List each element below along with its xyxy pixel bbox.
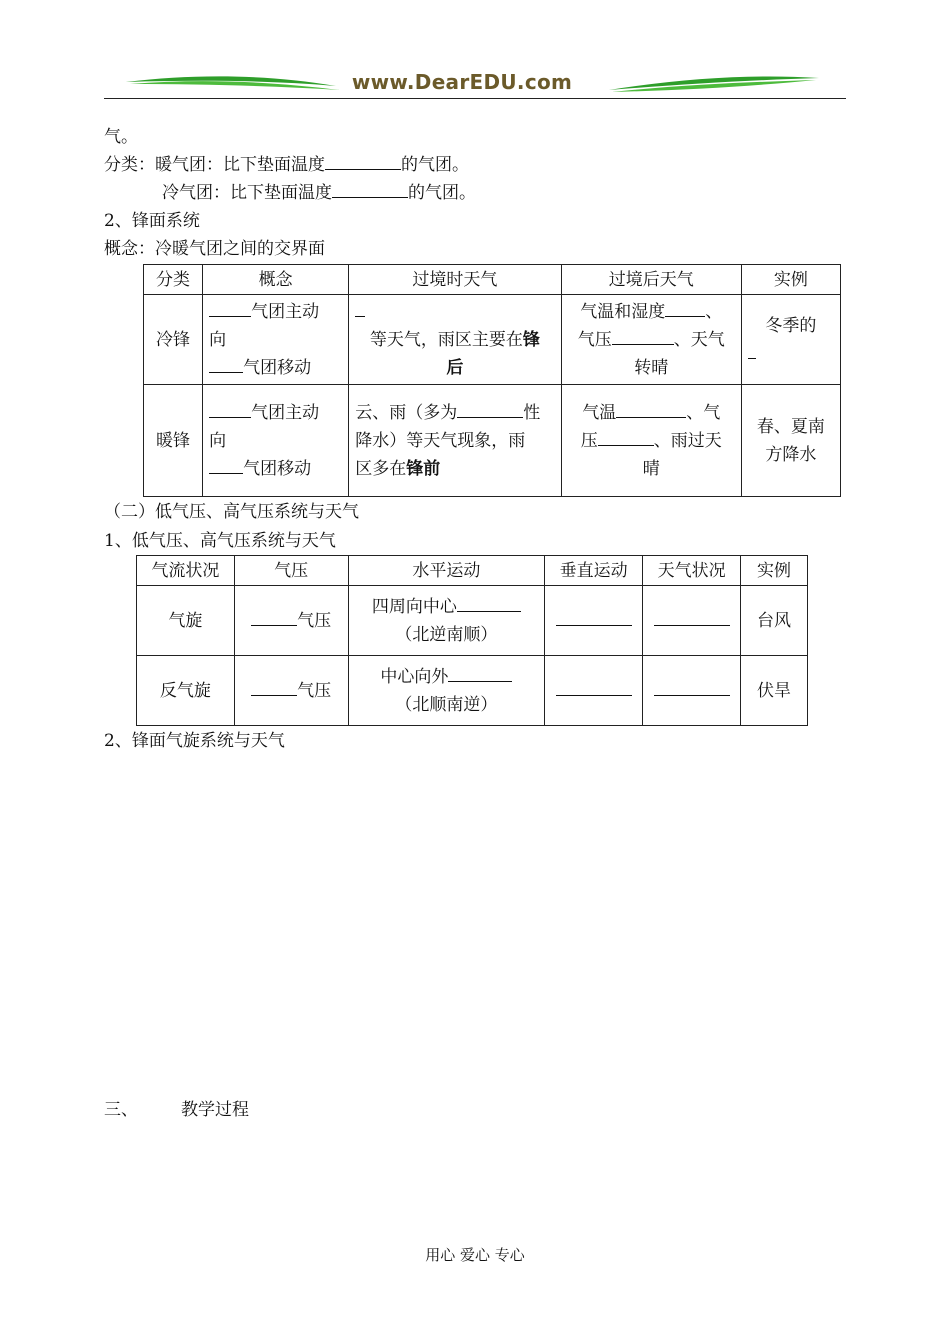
answer-blank[interactable]	[209, 300, 251, 317]
anticyclone-weather	[643, 656, 741, 726]
after-text: 、雨过天	[653, 430, 722, 451]
example-text: 春、夏南	[756, 416, 825, 437]
concept-text: 气团移动	[243, 357, 312, 378]
warm-front-concept	[203, 385, 349, 497]
answer-blank[interactable]	[612, 328, 674, 345]
anticyclone-horizontal	[348, 656, 545, 726]
warm-front-weather-during	[349, 385, 561, 497]
pressure-text: 气压	[297, 610, 332, 631]
answer-blank[interactable]	[665, 300, 705, 317]
weather-text: 性	[523, 402, 541, 423]
answer-blank[interactable]	[209, 401, 251, 418]
cold-front-concept	[203, 295, 349, 385]
cold-front-name: 冷锋	[144, 295, 203, 385]
concept-text: 向	[209, 430, 227, 451]
th-horizontal: 水平运动	[348, 556, 545, 586]
th-concept: 概念	[203, 265, 349, 295]
subsection-frontal-cyclone: 2、锋面气旋系统与天气	[104, 731, 285, 751]
answer-blank[interactable]	[654, 609, 730, 626]
weather-text: 区多在	[355, 458, 407, 479]
cold-front-example	[741, 295, 840, 385]
text-line-cold-mass	[162, 181, 476, 205]
answer-blank[interactable]	[457, 595, 521, 612]
th-category: 分类	[144, 265, 203, 295]
header-rule	[104, 98, 846, 99]
answer-blank[interactable]	[748, 342, 756, 359]
weather-bold: 锋	[522, 329, 540, 350]
answer-blank[interactable]	[209, 356, 243, 373]
th-vertical: 垂直运动	[545, 556, 643, 586]
cold-mass-label: 冷气团：比下垫面温度	[162, 183, 332, 203]
th-airflow: 气流状况	[137, 556, 235, 586]
concept-text: 气团主动	[251, 402, 320, 423]
answer-blank[interactable]	[325, 153, 401, 170]
concept-text: 气团移动	[243, 458, 312, 479]
weather-text: 等天气，雨区主要在	[369, 329, 523, 350]
th-example: 实例	[741, 265, 840, 295]
warm-front-weather-after	[561, 385, 741, 497]
th-weather-after: 过境后天气	[561, 265, 741, 295]
section-front-system: 2、锋面系统	[104, 211, 200, 231]
cyclone-weather	[643, 586, 741, 656]
table-row-cold-front	[144, 295, 841, 385]
cold-front-weather-after	[561, 295, 741, 385]
pressure-text: 气压	[297, 680, 332, 701]
after-text: 气压	[577, 329, 612, 350]
table-row-cyclone	[137, 586, 808, 656]
front-concept: 概念：冷暖气团之间的交界面	[104, 239, 325, 259]
anticyclone-vertical	[545, 656, 643, 726]
th-pressure: 气压	[234, 556, 348, 586]
text-line-1: 气。	[104, 127, 138, 147]
answer-blank[interactable]	[457, 401, 523, 418]
th-example: 实例	[741, 556, 808, 586]
cyclone-horizontal	[348, 586, 545, 656]
after-text: 转晴	[634, 357, 669, 378]
table-header-row	[144, 265, 841, 295]
weather-bold: 锋前	[406, 458, 441, 479]
horizontal-text: 中心向外	[380, 666, 449, 687]
th-weather-during: 过境时天气	[349, 265, 561, 295]
weather-text: 云、雨（多为	[355, 402, 458, 423]
answer-blank[interactable]	[654, 679, 730, 696]
after-text: 气温	[582, 402, 617, 423]
warm-mass-label: 分类：暖气团：比下垫面温度	[104, 155, 325, 175]
example-text: 方降水	[765, 444, 817, 465]
answer-blank[interactable]	[556, 679, 632, 696]
warm-front-example	[741, 385, 840, 497]
text-line-warm-mass	[104, 153, 469, 177]
anticyclone-pressure	[234, 656, 348, 726]
answer-blank[interactable]	[598, 429, 654, 446]
cyclone-name: 气旋	[137, 586, 235, 656]
answer-blank[interactable]	[251, 679, 297, 696]
after-text: 、天气	[673, 329, 725, 350]
section-pressure-systems: （二）低气压、高气压系统与天气	[104, 502, 359, 522]
subsection-pressure-weather: 1、低气压、高气压系统与天气	[104, 531, 336, 551]
horizontal-text: （北顺南逆）	[395, 694, 498, 715]
warm-front-name: 暖锋	[144, 385, 203, 497]
answer-blank[interactable]	[209, 457, 243, 474]
after-text: 、气	[686, 402, 721, 423]
answer-blank[interactable]	[448, 665, 512, 682]
th-weather: 天气状况	[643, 556, 741, 586]
page-footer: 用心 爱心 专心	[425, 1246, 525, 1264]
cold-mass-tail: 的气团。	[408, 183, 476, 203]
pressure-table	[136, 555, 808, 726]
weather-text: 降水）等天气现象，雨	[355, 430, 526, 451]
table-row-anticyclone	[137, 656, 808, 726]
table-row-warm-front	[144, 385, 841, 497]
cyclone-pressure	[234, 586, 348, 656]
anticyclone-name: 反气旋	[137, 656, 235, 726]
concept-text: 向	[209, 329, 227, 350]
after-text: 压	[580, 430, 598, 451]
answer-blank[interactable]	[616, 401, 686, 418]
concept-text: 气团主动	[251, 301, 320, 322]
section-three-number: 三、	[104, 1100, 138, 1120]
after-text: 气温和湿度	[580, 301, 666, 322]
cyclone-vertical	[545, 586, 643, 656]
cyclone-example: 台风	[741, 586, 808, 656]
horizontal-text: 四周向中心	[371, 596, 457, 617]
answer-blank[interactable]	[332, 181, 408, 198]
warm-mass-tail: 的气团。	[401, 155, 469, 175]
after-text: 晴	[642, 458, 660, 479]
anticyclone-example: 伏旱	[741, 656, 808, 726]
table-header-row	[137, 556, 808, 586]
answer-blank[interactable]	[251, 609, 297, 626]
front-table	[143, 264, 841, 497]
answer-blank[interactable]	[556, 609, 632, 626]
horizontal-text: （北逆南顺）	[395, 624, 498, 645]
weather-bold: 后	[446, 357, 464, 378]
section-three-title: 教学过程	[181, 1100, 249, 1120]
cold-front-weather-during	[349, 295, 561, 385]
answer-blank[interactable]	[355, 300, 365, 317]
after-text: 、	[705, 301, 723, 322]
logo-text: www.DearEDU.com	[351, 70, 573, 94]
example-text: 冬季的	[765, 315, 817, 336]
